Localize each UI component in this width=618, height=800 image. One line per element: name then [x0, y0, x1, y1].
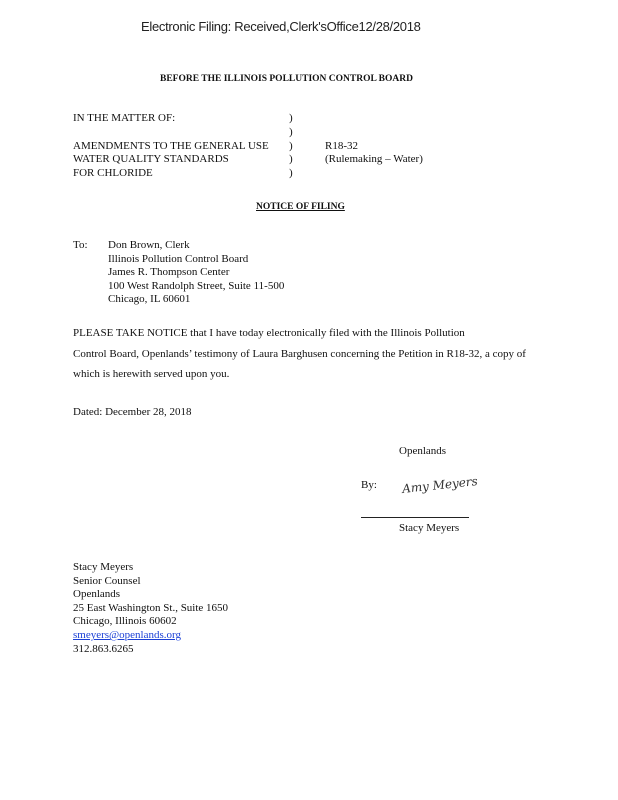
caption-paren: ) — [289, 140, 293, 152]
to-line: Illinois Pollution Control Board — [108, 252, 249, 265]
caption-line-1: AMENDMENTS TO THE GENERAL USE — [73, 140, 269, 152]
signature-name: Stacy Meyers — [399, 522, 460, 534]
dated: Dated: December 28, 2018 — [73, 406, 192, 418]
body-line-2: Control Board, Openlands’ testimony of Laura Barghusen concerning the Petition in R18-32, a copy of — [73, 348, 526, 360]
board-title: BEFORE THE ILLINOIS POLLUTION CONTROL BOARD — [160, 74, 413, 84]
caption-paren: ) — [289, 153, 293, 165]
contact-org: Openlands — [73, 588, 121, 601]
to-line: 100 West Randolph Street, Suite 11-500 — [108, 279, 285, 292]
efiling-stamp: Electronic Filing: Received,Clerk'sOffice12/28/2018 — [141, 19, 421, 34]
body-line-3: which is herewith served upon you. — [73, 368, 230, 380]
notice-title: NOTICE OF FILING — [256, 202, 345, 212]
contact-name: Stacy Meyers — [73, 561, 134, 573]
to-line: Don Brown, Clerk — [108, 239, 190, 251]
contact-email-link[interactable]: smeyers@openlands.org — [73, 628, 181, 641]
contact-street: 25 East Washington St., Suite 1650 — [73, 601, 229, 614]
caption-line-3: FOR CHLORIDE — [73, 167, 153, 179]
caption-paren: ) — [289, 167, 293, 179]
docket-type: (Rulemaking – Water) — [325, 153, 423, 165]
to-line: James R. Thompson Center — [108, 266, 230, 279]
by-label: By: — [361, 479, 377, 491]
contact-block — [73, 561, 228, 656]
caption-line-2: WATER QUALITY STANDARDS — [73, 153, 229, 165]
signature-line — [361, 517, 469, 518]
signature-org: Openlands — [399, 445, 447, 457]
contact-phone: 312.863.6265 — [73, 642, 134, 655]
to-address — [108, 239, 284, 307]
caption-paren: ) — [289, 126, 293, 138]
contact-title: Senior Counsel — [73, 574, 141, 587]
body-line-1: PLEASE TAKE NOTICE that I have today electronically filed with the Illinois Pollution — [73, 327, 465, 339]
handwritten-signature: Amy Meyers — [401, 474, 479, 496]
caption-matter: IN THE MATTER OF: — [73, 112, 176, 124]
to-line: Chicago, IL 60601 — [108, 293, 191, 306]
docket-number: R18-32 — [325, 140, 358, 152]
caption-paren: ) — [289, 112, 293, 124]
to-label: To: — [73, 239, 88, 251]
contact-city: Chicago, Illinois 60602 — [73, 615, 177, 628]
